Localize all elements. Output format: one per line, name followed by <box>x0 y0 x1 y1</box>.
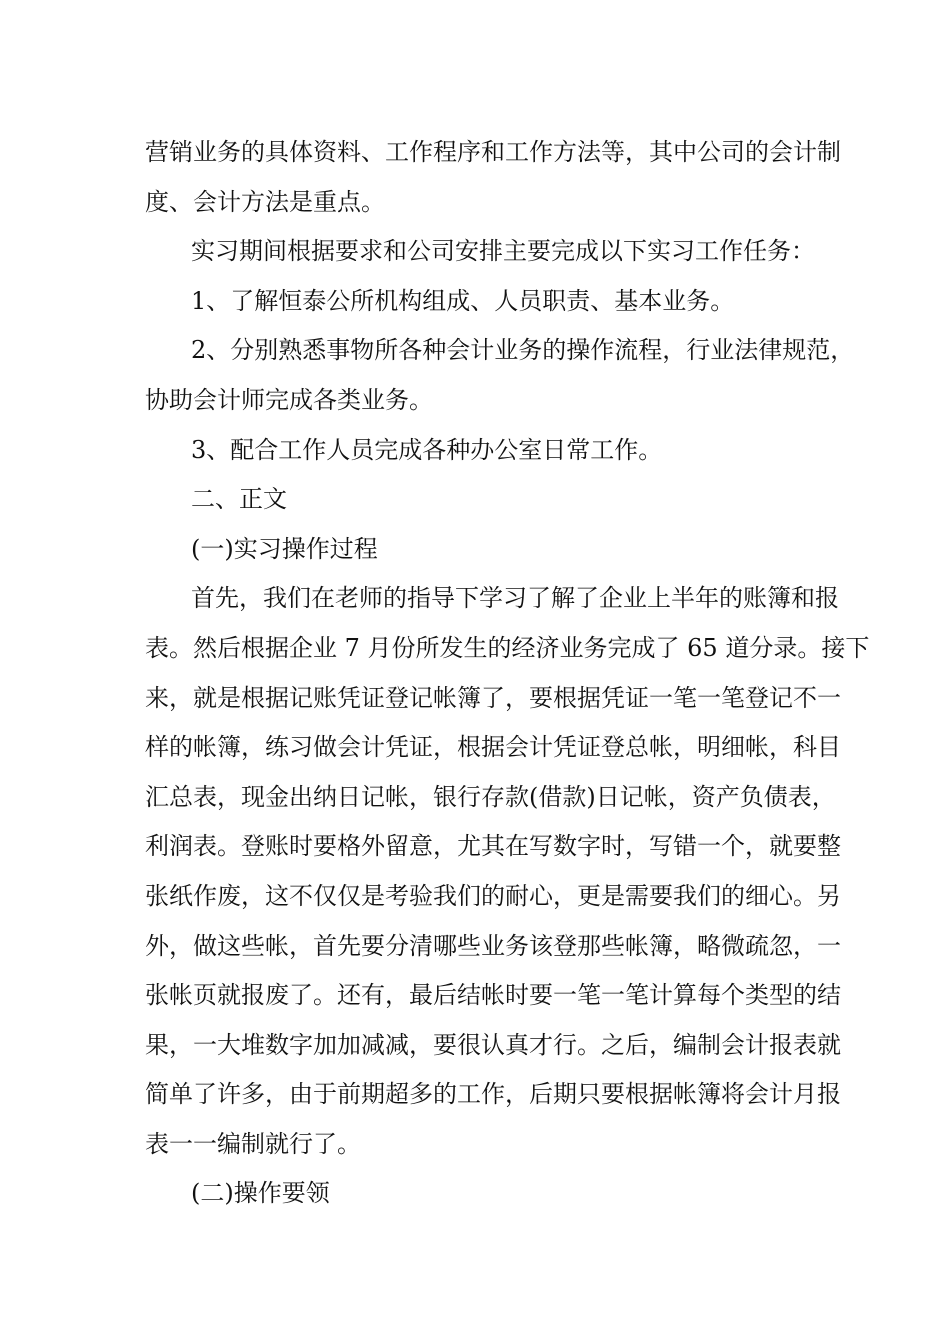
paragraph-line: 张帐页就报废了。还有，最后结帐时要一笔一笔计算每个类型的结 <box>145 981 841 1010</box>
paragraph-line: 实习期间根据要求和公司安排主要完成以下实习工作任务： <box>191 237 815 266</box>
paragraph-line: 表一一编制就行了。 <box>145 1129 361 1158</box>
paragraph-line: 简单了许多，由于前期超多的工作，后期只要根据帐簿将会计月报 <box>145 1080 841 1109</box>
list-item-continuation: 协助会计师完成各类业务。 <box>145 385 433 414</box>
paragraph-line: 张纸作废，这不仅仅是考验我们的耐心，更是需要我们的细心。另 <box>145 881 841 910</box>
list-item: 2、分别熟悉事物所各种会计业务的操作流程，行业法律规范， <box>191 336 855 365</box>
list-item: 3、配合工作人员完成各种办公室日常工作。 <box>191 435 663 464</box>
subsection-heading: (一)实习操作过程 <box>191 534 378 563</box>
section-heading: 二、正文 <box>191 485 287 514</box>
paragraph-line: 利润表。登账时要格外留意，尤其在写数字时，写错一个，就要整 <box>145 832 841 861</box>
paragraph-line: 样的帐簿，练习做会计凭证，根据会计凭证登总帐，明细帐，科目 <box>145 733 841 762</box>
paragraph-line: 度、会计方法是重点。 <box>145 187 385 216</box>
paragraph-line: 首先，我们在老师的指导下学习了解了企业上半年的账簿和报 <box>191 584 839 613</box>
list-item: 1、了解恒泰公所机构组成、人员职责、基本业务。 <box>191 286 735 315</box>
paragraph-line: 表。然后根据企业 7 月份所发生的经济业务完成了 65 道分录。接下 <box>145 633 870 662</box>
paragraph-line: 来，就是根据记账凭证登记帐簿了，要根据凭证一笔一笔登记不一 <box>145 683 841 712</box>
paragraph-line: 汇总表，现金出纳日记帐，银行存款(借款)日记帐，资产负债表， <box>145 782 836 811</box>
paragraph-line: 果，一大堆数字加加减减，要很认真才行。之后，编制会计报表就 <box>145 1030 841 1059</box>
paragraph-line: 外，做这些帐，首先要分清哪些业务该登那些帐簿，略微疏忽，一 <box>145 931 841 960</box>
document-body <box>145 128 870 1219</box>
subsection-heading: (二)操作要领 <box>191 1179 330 1208</box>
paragraph-line: 营销业务的具体资料、工作程序和工作方法等，其中公司的会计制 <box>145 138 841 166</box>
